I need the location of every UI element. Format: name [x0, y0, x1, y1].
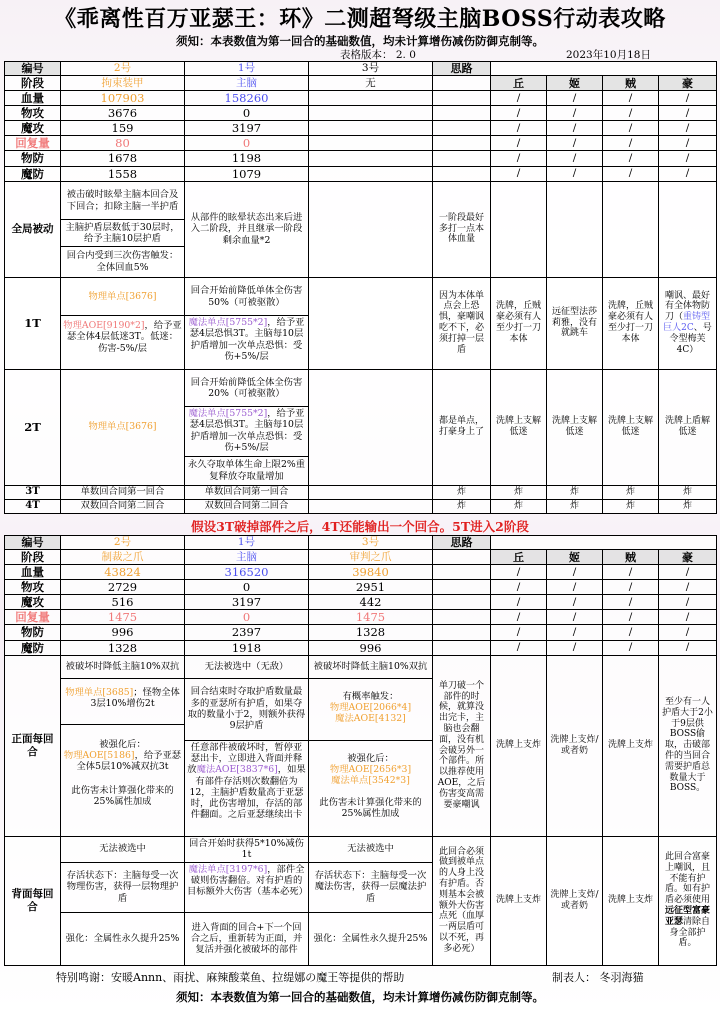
version-label: 表格版本： 2. 0 [340, 49, 416, 61]
class-qiu: 丘 [491, 550, 547, 565]
hp-slash: / [491, 565, 547, 580]
hp-slash: / [659, 565, 717, 580]
hp-part-2: 43824 [61, 565, 185, 580]
hp-slash: / [659, 91, 717, 106]
turn-1-part-1-b [185, 316, 308, 368]
notice-bottom: 须知：本表数值为第一回合的基础数值，均未计算增伤减伤防御克制等。 [176, 990, 544, 1004]
hp-thought [433, 91, 491, 106]
class-qiu: 丘 [491, 76, 547, 91]
matk-thought [433, 595, 491, 610]
matk-thought [433, 121, 491, 136]
turn-3-part-3 [309, 485, 433, 499]
mdef-slash: / [547, 166, 603, 181]
matk-part-2: 159 [61, 121, 185, 136]
front-break-desc-2: ，如果有部件存活则次数翻倍为12，主脑护盾数量高于亚瑟时，此伤害增加，存活的部件翻面。之后亚瑟继续出卡 [189, 764, 306, 821]
back-label: 背面每回合 [5, 836, 61, 965]
turn-3-hao: 炸 [659, 485, 717, 499]
class-hao: 豪 [659, 550, 717, 565]
mdef-part-3: 996 [309, 640, 433, 655]
front-enhance-label: 被强化后： [99, 738, 146, 750]
mdef-slash: / [659, 640, 717, 655]
front-hao: 至少有一人护盾大于2小于9层供BOSS偷取，击破部件的当回合需要护盾总数量大于BOSS。 [659, 655, 717, 836]
row-matk: 魔攻 [5, 595, 61, 610]
row-hp: 血量 [5, 565, 61, 580]
hp-slash: / [603, 565, 659, 580]
turn-1-part-1 [185, 277, 309, 369]
turn-3-qiu: 炸 [491, 485, 547, 499]
maker-text: 制表人： 冬羽海猫 [552, 971, 644, 984]
matk-slash: / [603, 595, 659, 610]
passive-label: 全局被动 [5, 181, 61, 277]
regen-slash: / [547, 610, 603, 625]
front-phys-single: 物理单点[3685] [65, 686, 134, 698]
back-thought: 此回合必须做到被单点的人身上没有护盾。否则基本会被额外大伤害点死（血厚一两层盾可以不死，再多必死） [433, 836, 491, 965]
row-mdef: 魔防 [5, 640, 61, 655]
back-part-3 [309, 836, 433, 965]
turn-1-part-2-a: 物理单点[3676] [61, 278, 184, 316]
turn-1-zei: 洗牌，丘贼豪必须有人至少打一刀本体 [603, 277, 659, 369]
pdef-part-2: 996 [61, 625, 185, 640]
passive-qiu [491, 181, 547, 277]
turn-1-part-1-a: 回合开始前降低单体全伤害50%（可被驱散） [185, 278, 308, 316]
back-part-2-a: 无法被选中 [61, 837, 184, 863]
matk-slash: / [491, 595, 547, 610]
turn-1-aoe: 物理AOE[9190*2] [63, 320, 145, 332]
stage-part-1: 主脑 [185, 550, 309, 565]
turn-2-qiu: 洗牌上支解低迷 [491, 369, 547, 485]
turn-1-aoe-desc: ，给予亚瑟全体4层低迷3T。低迷：伤害-5%/层 [67, 320, 182, 354]
hp-part-2: 107903 [61, 91, 185, 106]
turn-4-ji: 炸 [547, 499, 603, 513]
patk-part-2: 2729 [61, 580, 185, 595]
patk-slash: / [491, 106, 547, 121]
pdef-slash: / [547, 625, 603, 640]
turn-4-thought: 炸 [433, 499, 491, 513]
mdef-part-1: 1918 [185, 640, 309, 655]
row-pdef: 物防 [5, 625, 61, 640]
passive-part-3 [309, 181, 433, 277]
regen-slash: / [491, 136, 547, 151]
thanks-text: 特别鸣谢：安暖Annn、雨扰、麻辣酸菜鱼、拉缇娜の魔王等提供的帮助 [56, 971, 405, 984]
class-ji: 姬 [547, 76, 603, 91]
front-part-1-a: 无法被选中（无敌） [185, 656, 308, 679]
front-enh-magic: 魔法单点[3542*3] [331, 775, 410, 787]
turn-1-magic: 魔法单点[5755*2] [188, 317, 268, 329]
pdef-slash: / [603, 625, 659, 640]
turn-3-thought: 炸 [433, 485, 491, 499]
front-part-1 [185, 655, 309, 836]
turn-2-part-1-b [185, 407, 308, 457]
turn-2-magic: 魔法单点[5755*2] [188, 408, 268, 420]
back-magic-desc: ，部件全破则伤害翻倍。对有护盾的目标额外大伤害（基本必死） [187, 863, 308, 898]
back-zei: 洗牌上支炸 [603, 836, 659, 965]
stage-thought [433, 550, 491, 565]
mdef-slash: / [491, 640, 547, 655]
pdef-part-2: 1678 [61, 151, 185, 166]
pdef-slash: / [491, 625, 547, 640]
turn-4-part-2: 双数回合同第二回合 [61, 499, 185, 513]
front-part-3-a: 被破坏时降低主脑10%双抗 [309, 656, 432, 679]
pdef-part-1: 1198 [185, 151, 309, 166]
regen-slash: / [659, 136, 717, 151]
turn-1-magic-desc: ，给予亚瑟4层恐惧3T。主脑每10层护盾增加一次单点恐惧：受伤+5%/层 [189, 317, 305, 362]
pdef-slash: / [603, 151, 659, 166]
regen-part-3 [309, 136, 433, 151]
notice-top: 须知：本表数值为第一回合的基础数值，均未计算增伤减伤防御克制等。 [176, 34, 544, 48]
back-part-2-b: 存活状态下：主脑每受一次物理伤害，获得一层物理护盾 [61, 863, 184, 913]
turn-2-magic-desc: ，给予亚瑟4层恐惧3T。主脑每10层护盾增加一次单点恐惧：受伤+5%/层 [189, 408, 305, 453]
turn-2-part-3 [309, 369, 433, 485]
back-part-2-c: 强化：全属性永久提升25% [65, 932, 180, 944]
turn-2-ji: 洗牌上支解低迷 [547, 369, 603, 485]
header-part-1: 1号 [185, 62, 309, 76]
back-part-2 [61, 836, 185, 965]
patk-part-1: 0 [185, 580, 309, 595]
page-title: 《乖离性百万亚瑟王：环》二测超弩级主脑BOSS行动表攻略 [54, 6, 666, 32]
mdef-part-2: 1328 [61, 640, 185, 655]
turn-3-zei: 炸 [603, 485, 659, 499]
mdef-thought [433, 166, 491, 181]
regen-slash: / [603, 136, 659, 151]
header-part-2: 2号 [61, 536, 185, 550]
passive-part-1: 从部件的眩晕状态出来后进入二阶段，并且继承一阶段剩余血量*2 [185, 181, 309, 277]
stage-part-1: 主脑 [185, 76, 309, 91]
turn-1-hao [659, 277, 717, 369]
turn-4-part-3 [309, 499, 433, 513]
back-hao-tip-3: 清除自身全部护盾。 [669, 916, 711, 949]
turn-1-qiu: 洗牌，丘贼豪必须有人至少打一刀本体 [491, 277, 547, 369]
patk-part-1: 0 [185, 106, 309, 121]
header-thought: 思路 [433, 62, 491, 76]
header-part-3: 3号 [309, 536, 433, 550]
back-part-1-c: 进入背面的回合+下一个回合之后，重新转为正面，并复活并强化被破坏的部件 [190, 921, 303, 956]
matk-slash: / [659, 595, 717, 610]
patk-thought [433, 106, 491, 121]
patk-slash: / [659, 580, 717, 595]
patk-slash: / [547, 580, 603, 595]
matk-slash: / [547, 595, 603, 610]
passive-part-2-c: 回合内受到三次伤害触发：全体回血5% [66, 250, 179, 273]
front-phys-aoe-desc: ，给予亚瑟全体5层10%减双抗3t [76, 749, 182, 773]
pdef-slash: / [659, 625, 717, 640]
hp-part-3 [309, 91, 433, 106]
front-part-2-c [61, 725, 184, 836]
front-enhance-label-3: 被强化后： [347, 752, 394, 764]
mdef-slash: / [547, 640, 603, 655]
regen-part-2: 1475 [61, 610, 185, 625]
back-hao [659, 836, 717, 965]
regen-thought [433, 136, 491, 151]
regen-thought [433, 610, 491, 625]
passive-ji [547, 181, 603, 277]
mdef-slash: / [659, 166, 717, 181]
pdef-part-3: 1328 [309, 625, 433, 640]
passive-thought: 一阶段最好多打一点本体血量 [433, 181, 491, 277]
front-qiu: 洗牌上支炸 [491, 655, 547, 836]
mdef-part-3 [309, 166, 433, 181]
mdef-thought [433, 640, 491, 655]
stage1-table [4, 61, 717, 514]
patk-part-2: 3676 [61, 106, 185, 121]
patk-slash: / [491, 580, 547, 595]
turn-1-part-2 [61, 277, 185, 369]
row-regen: 回复量 [5, 610, 61, 625]
row-matk: 魔攻 [5, 121, 61, 136]
front-note: 此伤害未计算强化带来的25%属性加成 [71, 784, 174, 807]
stage-part-2: 拘束装甲 [61, 76, 185, 91]
stage-label: 阶段 [5, 76, 61, 91]
patk-part-3: 2951 [309, 580, 433, 595]
hao-tip-1: 嘲讽、最好有全体物防刀（ [664, 290, 710, 323]
front-part-1-b: 回合结束时夺取护盾数量最多的亚瑟所有护盾，如果夺取的数量小于2，则额外获得9层护盾 [185, 679, 308, 741]
mdef-part-2: 1558 [61, 166, 185, 181]
matk-part-3: 442 [309, 595, 433, 610]
turn-4-part-1: 双数回合同第二回合 [185, 499, 309, 513]
regen-part-3: 1475 [309, 610, 433, 625]
turn-4-hao: 炸 [659, 499, 717, 513]
front-proc-label: 有概率触发： [342, 690, 399, 702]
front-part-3-b [309, 679, 432, 741]
pdef-thought [433, 151, 491, 166]
pdef-thought [433, 625, 491, 640]
header-part-2: 2号 [61, 62, 185, 76]
pdef-slash: / [659, 151, 717, 166]
stage-part-2: 制裁之爪 [61, 550, 185, 565]
turn-4-zei: 炸 [603, 499, 659, 513]
class-zei: 贼 [603, 550, 659, 565]
date-label: 2023年10月18日 [566, 49, 651, 61]
hp-part-1: 316520 [185, 565, 309, 580]
matk-part-1: 3197 [185, 121, 309, 136]
front-proc-phys: 物理AOE[2066*4] [329, 701, 412, 713]
header-thought: 思路 [433, 536, 491, 550]
class-ji: 姬 [547, 550, 603, 565]
matk-slash: / [491, 121, 547, 136]
front-phys-single-desc: ；怪物全体3层10%增伤2t [90, 686, 180, 709]
pdef-part-1: 2397 [185, 625, 309, 640]
stage-label: 阶段 [5, 550, 61, 565]
hp-slash: / [547, 565, 603, 580]
back-hao-tip-1: 此回合富豪上嘲讽，且不能有护盾。如有护盾必须使用 [664, 851, 710, 906]
turn-2-hao: 洗牌上盾解低迷 [659, 369, 717, 485]
header-number: 编号 [5, 62, 61, 76]
patk-thought [433, 580, 491, 595]
front-part-2-a: 被破坏时降低主脑10%双抗 [61, 656, 184, 679]
passive-part-2 [61, 181, 185, 277]
turn-3-ji: 炸 [547, 485, 603, 499]
class-zei: 贼 [603, 76, 659, 91]
regen-part-2: 80 [61, 136, 185, 151]
turn-2-part-1 [185, 369, 309, 485]
turn-2-part-1-a: 回合开始前降低全体全伤害20%（可被驱散） [185, 370, 308, 407]
passive-part-2-b: 主脑护盾层数低于30层时，给予主脑10层护盾 [61, 220, 184, 247]
patk-slash: / [603, 580, 659, 595]
turn-4-label: 4T [5, 499, 61, 513]
turn-3-part-1: 单数回合同第一回合 [185, 485, 309, 499]
matk-slash: / [547, 121, 603, 136]
front-phys-aoe: 物理AOE[5186] [63, 749, 135, 761]
pdef-slash: / [491, 151, 547, 166]
regen-slash: / [547, 136, 603, 151]
header-blank [491, 536, 717, 550]
patk-slash: / [547, 106, 603, 121]
turn-1-ji: 远征型法莎莉雅，没有就跳车 [547, 277, 603, 369]
front-part-2 [61, 655, 185, 836]
turn-4-qiu: 炸 [491, 499, 547, 513]
front-magic-aoe: 魔法AOE[3837*6] [196, 764, 278, 776]
stage-part-3: 无 [309, 76, 433, 91]
row-hp: 血量 [5, 91, 61, 106]
front-break-desc: 任意部件被破坏时，暂停亚瑟出卡，立即进入背面并释放 [187, 741, 303, 776]
back-qiu: 洗牌上支炸 [491, 836, 547, 965]
turn-2-part-1-c: 永久夺取单体生命上限2%重复释放夺取量增加 [187, 459, 305, 482]
stage-thought [433, 76, 491, 91]
mdef-part-1: 1079 [185, 166, 309, 181]
row-mdef: 魔防 [5, 166, 61, 181]
front-part-3 [309, 655, 433, 836]
hp-part-3: 39840 [309, 565, 433, 580]
row-patk: 物攻 [5, 580, 61, 595]
regen-part-1: 0 [185, 136, 309, 151]
back-part-1 [185, 836, 309, 965]
front-note-3: 此伤害未计算强化带来的25%属性加成 [319, 796, 422, 819]
regen-slash: / [659, 610, 717, 625]
front-thought: 单刀破一个部件的时候，就算没出完卡，主脑也会翻面，没有机会破另外一个部件。所以推荐使用AOE，之后伤害变高需要豪嘲讽 [433, 655, 491, 836]
header-part-3: 3号 [309, 62, 433, 76]
hao-tip-4: ） [689, 344, 699, 355]
turn-3-part-2: 单数回合同第一回合 [61, 485, 185, 499]
turn-2-thought: 都是单点，打豪身上了 [433, 369, 491, 485]
regen-slash: / [491, 610, 547, 625]
header-part-1: 1号 [185, 536, 309, 550]
hp-part-1: 158260 [185, 91, 309, 106]
hao-tip-3: 、号令型梅芙4C [669, 323, 712, 355]
stage-part-3: 审判之爪 [309, 550, 433, 565]
passive-part-2-a: 被击破时眩晕主脑本回合及下回合；扣除主脑一半护盾 [61, 182, 184, 220]
front-part-1-c [185, 741, 308, 836]
back-part-3-c: 强化：全属性永久提升25% [313, 932, 428, 944]
back-part-3-a: 无法被选中 [309, 837, 432, 863]
front-label: 正面每回合 [5, 655, 61, 836]
turn-1-thought: 因为本体单点会上恐惧，豪嘲讽吃不下，必须打掉一层盾 [433, 277, 491, 369]
turn-2-label: 2T [5, 369, 61, 485]
front-proc-magic: 魔法AOE[4132] [335, 713, 406, 725]
row-regen: 回复量 [5, 136, 61, 151]
matk-part-1: 3197 [185, 595, 309, 610]
class-hao: 豪 [659, 76, 717, 91]
patk-slash: / [603, 106, 659, 121]
mdef-slash: / [491, 166, 547, 181]
front-part-2-b [61, 679, 184, 725]
header-number: 编号 [5, 536, 61, 550]
back-part-1-b [185, 863, 308, 913]
turn-3-label: 3T [5, 485, 61, 499]
back-part-1-a: 回合开始时获得5*10%减伤1t [185, 837, 308, 863]
hp-slash: / [491, 91, 547, 106]
matk-part-2: 516 [61, 595, 185, 610]
front-enh-phys: 物理AOE[2656*3] [329, 763, 412, 775]
hp-thought [433, 565, 491, 580]
hao-tip-giant: 重铸型巨人2C [663, 312, 711, 334]
turn-1-part-3 [309, 277, 433, 369]
front-part-3-c [309, 741, 432, 836]
passive-zei [603, 181, 659, 277]
turn-1-label: 1T [5, 277, 61, 369]
stage-transition-banner: 假设3T破掉部件之后，4T还能输出一个回合。5T进入2阶段 [191, 519, 529, 534]
mdef-slash: / [603, 166, 659, 181]
regen-slash: / [603, 610, 659, 625]
hp-slash: / [603, 91, 659, 106]
patk-slash: / [659, 106, 717, 121]
turn-2-zei: 洗牌上支解低迷 [603, 369, 659, 485]
passive-hao [659, 181, 717, 277]
front-zei: 洗牌上支炸 [603, 655, 659, 836]
row-patk: 物攻 [5, 106, 61, 121]
matk-slash: / [603, 121, 659, 136]
hp-slash: / [547, 91, 603, 106]
back-hao-tip-card: 远征型富豪亚瑟 [664, 905, 710, 927]
pdef-part-3 [309, 151, 433, 166]
turn-1-part-2-b [61, 316, 184, 368]
back-ji: 洗牌上支炸/或者奶 [547, 836, 603, 965]
mdef-slash: / [603, 640, 659, 655]
front-ji: 洗牌上支炸/或者奶 [547, 655, 603, 836]
back-part-3-b: 存活状态下：主脑每受一次魔法伤害，获得一层魔法护盾 [309, 863, 432, 913]
row-pdef: 物防 [5, 151, 61, 166]
turn-2-part-2: 物理单点[3676] [61, 369, 185, 485]
matk-part-3 [309, 121, 433, 136]
stage2-table [4, 535, 717, 966]
matk-slash: / [659, 121, 717, 136]
pdef-slash: / [547, 151, 603, 166]
regen-part-1: 0 [185, 610, 309, 625]
patk-part-3 [309, 106, 433, 121]
header-blank [491, 62, 717, 76]
back-magic-single: 魔法单点[3197*6] [188, 863, 268, 875]
